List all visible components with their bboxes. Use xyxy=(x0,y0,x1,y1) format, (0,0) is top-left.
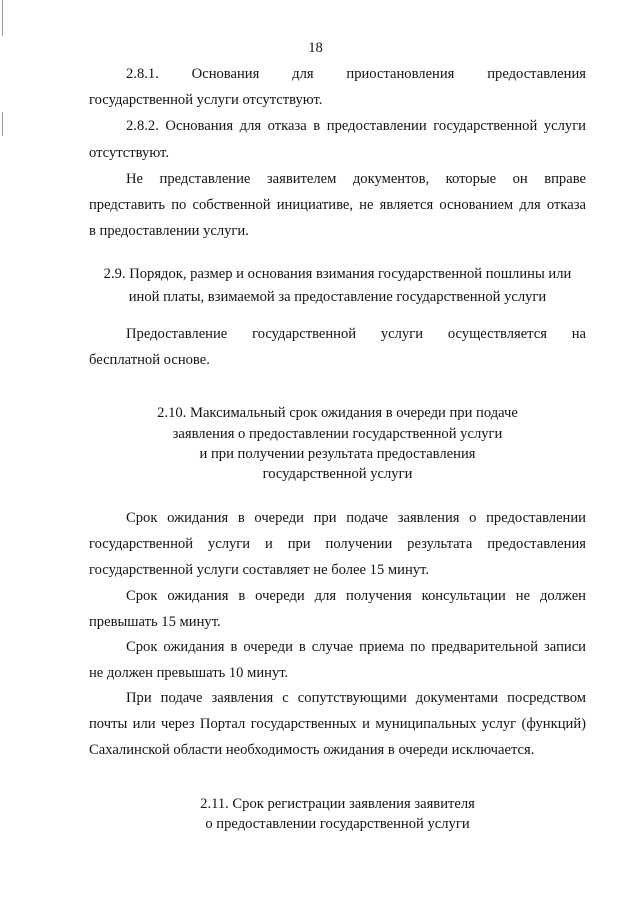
paragraph-2-8-2-line-2: отсутствуют. xyxy=(89,145,169,161)
heading-2-11-line-2: о предоставлении государственной услуги xyxy=(205,816,470,832)
paragraph-wait-time-line-2: государственной услуги и при получении результата предоставления xyxy=(89,536,586,552)
paragraph-wait-time-line-1: Срок ожидания в очереди при подаче заявления о предоставлении xyxy=(126,510,586,526)
paragraph-2-8-1-line-1: 2.8.1. Основания для приостановления предоставления xyxy=(126,66,586,82)
paragraph-non-submission-line-2: представить по собственной инициативе, не является основанием для отказа xyxy=(89,197,586,213)
paragraph-mail-portal-line-3: Сахалинской области необходимость ожидания в очереди исключается. xyxy=(89,742,535,758)
heading-2-10-line-4: государственной услуги xyxy=(262,466,413,482)
heading-2-10-line-2: заявления о предоставлении государственной услуги xyxy=(172,426,503,442)
paragraph-free-service-line-2: бесплатной основе. xyxy=(89,352,210,368)
heading-2-11-line-1: 2.11. Срок регистрации заявления заявителя xyxy=(200,796,475,812)
page-number: 18 xyxy=(308,40,323,56)
paragraph-wait-time-line-3: государственной услуги составляет не более 15 минут. xyxy=(89,562,429,578)
paragraph-consultation-line-2: превышать 15 минут. xyxy=(89,614,221,630)
paragraph-appointment-line-2: не должен превышать 10 минут. xyxy=(89,665,289,681)
paragraph-non-submission-line-1: Не представление заявителем документов, которые он вправе xyxy=(126,171,586,187)
heading-2-10-line-3: и при получении результата предоставления xyxy=(199,446,476,462)
paragraph-free-service-line-1: Предоставление государственной услуги осуществляется на xyxy=(126,326,586,342)
heading-2-10-line-1: 2.10. Максимальный срок ожидания в очереди при подаче xyxy=(157,405,518,421)
heading-2-9-line-2: иной платы, взимаемой за предоставление государственной услуги xyxy=(128,289,547,305)
scan-margin-mark xyxy=(2,0,3,36)
paragraph-mail-portal-line-1: При подаче заявления с сопутствующими документами посредством xyxy=(126,690,586,706)
paragraph-appointment-line-1: Срок ожидания в очереди в случае приема по предварительной записи xyxy=(126,639,586,655)
scan-margin-mark xyxy=(2,112,3,136)
paragraph-consultation-line-1: Срок ожидания в очереди для получения консультации не должен xyxy=(126,588,586,604)
paragraph-2-8-2-line-1: 2.8.2. Основания для отказа в предоставлении государственной услуги xyxy=(126,118,586,134)
paragraph-2-8-1-line-2: государственной услуги отсутствуют. xyxy=(89,92,323,108)
heading-2-9-line-1: 2.9. Порядок, размер и основания взимания государственной пошлины или xyxy=(103,266,572,282)
paragraph-mail-portal-line-2: почты или через Портал государственных и муниципальных услуг (функций) xyxy=(89,716,586,732)
paragraph-non-submission-line-3: в предоставлении услуги. xyxy=(89,223,249,239)
